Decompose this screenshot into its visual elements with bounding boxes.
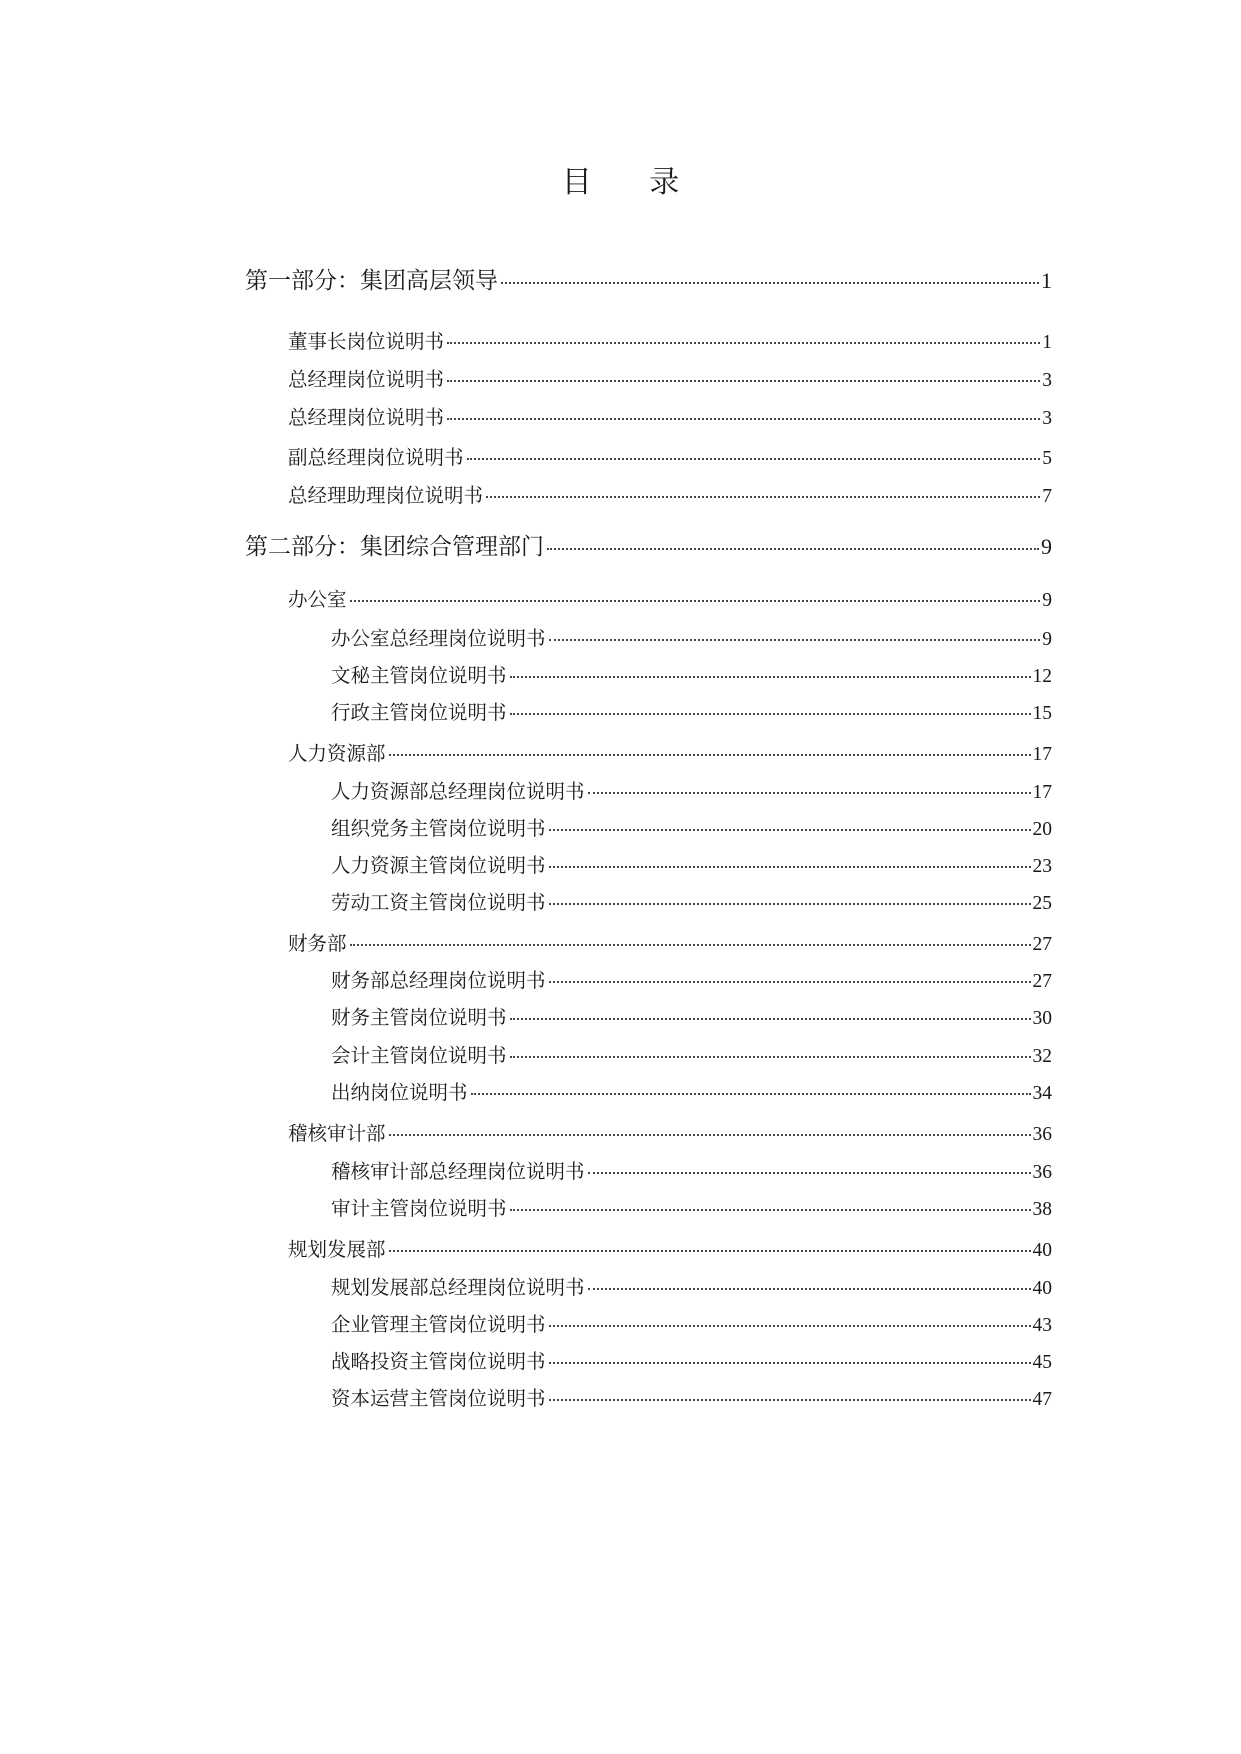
dot-leader xyxy=(447,342,1040,344)
toc-entry-page-number: 1 xyxy=(1041,268,1052,293)
toc-entry-page-number: 45 xyxy=(1032,1352,1052,1373)
toc-entry-page-number: 36 xyxy=(1032,1162,1052,1183)
toc-entry-page-number: 20 xyxy=(1032,819,1052,840)
dot-leader xyxy=(547,548,1039,550)
toc-entry[interactable] xyxy=(331,1159,1052,1186)
toc-entry[interactable] xyxy=(288,445,1052,472)
dot-leader xyxy=(510,1018,1031,1020)
toc-entry-page-number: 27 xyxy=(1032,971,1052,992)
toc-entry[interactable] xyxy=(331,853,1052,880)
toc-entry-title: 审计主管岗位说明书 xyxy=(331,1197,507,1220)
toc-entry-page-number: 32 xyxy=(1032,1046,1052,1067)
toc-entry-title: 人力资源部 xyxy=(288,742,386,765)
toc-entry[interactable] xyxy=(288,931,1052,958)
toc-entry-title: 人力资源主管岗位说明书 xyxy=(331,854,546,877)
toc-entry-title: 战略投资主管岗位说明书 xyxy=(331,1350,546,1373)
dot-leader xyxy=(549,639,1041,641)
dot-leader xyxy=(501,282,1039,284)
toc-entry[interactable] xyxy=(288,1237,1052,1264)
toc-entry-title: 文秘主管岗位说明书 xyxy=(331,664,507,687)
dot-leader xyxy=(510,713,1031,715)
dot-leader xyxy=(549,1362,1031,1364)
toc-entry[interactable] xyxy=(288,329,1052,356)
dot-leader xyxy=(588,792,1031,794)
toc-entry-title: 董事长岗位说明书 xyxy=(288,330,445,353)
toc-entry-page-number: 9 xyxy=(1042,590,1052,611)
toc-entry-title: 总经理岗位说明书 xyxy=(288,368,445,391)
toc-entry-page-number: 25 xyxy=(1032,893,1052,914)
toc-entry-page-number: 43 xyxy=(1032,1315,1052,1336)
toc-entry[interactable] xyxy=(288,367,1052,394)
toc-entry[interactable] xyxy=(331,1349,1052,1376)
dot-leader xyxy=(588,1172,1031,1174)
toc-entry-page-number: 7 xyxy=(1042,486,1052,507)
toc-entry-title: 出纳岗位说明书 xyxy=(331,1081,468,1104)
toc-entry[interactable] xyxy=(331,1386,1052,1413)
toc-entry-title: 第二部分：集团综合管理部门 xyxy=(245,534,544,560)
dot-leader xyxy=(549,903,1031,905)
dot-leader xyxy=(549,866,1031,868)
toc-entry-page-number: 15 xyxy=(1032,703,1052,724)
toc-entry[interactable] xyxy=(331,1043,1052,1070)
toc-entry[interactable] xyxy=(245,268,1052,294)
dot-leader xyxy=(549,1399,1031,1401)
page-title: 目 录 xyxy=(561,165,704,200)
toc-entry-page-number: 34 xyxy=(1032,1083,1052,1104)
toc-entry-page-number: 9 xyxy=(1041,534,1052,559)
toc-entry-page-number: 3 xyxy=(1042,370,1052,391)
toc-entry[interactable] xyxy=(331,779,1052,806)
toc-entry-title: 企业管理主管岗位说明书 xyxy=(331,1313,546,1336)
dot-leader xyxy=(447,380,1040,382)
dot-leader xyxy=(549,1325,1031,1327)
toc-entry-page-number: 9 xyxy=(1042,629,1052,650)
toc-entry[interactable] xyxy=(331,626,1052,653)
toc-entry-page-number: 40 xyxy=(1032,1240,1052,1261)
toc-entry[interactable] xyxy=(288,587,1052,614)
toc-entry[interactable] xyxy=(331,1312,1052,1339)
toc-entry[interactable] xyxy=(331,890,1052,917)
toc-entry[interactable] xyxy=(331,663,1052,690)
toc-entry-page-number: 5 xyxy=(1042,448,1052,469)
dot-leader xyxy=(447,418,1040,420)
toc-entry-page-number: 12 xyxy=(1032,666,1052,687)
dot-leader xyxy=(510,1056,1031,1058)
dot-leader xyxy=(350,944,1031,946)
toc-entry-page-number: 3 xyxy=(1042,408,1052,429)
toc-entry-title: 规划发展部 xyxy=(288,1238,386,1261)
toc-entry-title: 副总经理岗位说明书 xyxy=(288,446,464,469)
toc-entry[interactable] xyxy=(331,1005,1052,1032)
toc-entry-title: 第一部分：集团高层领导 xyxy=(245,268,498,294)
toc-entry-page-number: 17 xyxy=(1032,744,1052,765)
dot-leader xyxy=(510,676,1031,678)
toc-entry[interactable] xyxy=(288,405,1052,432)
toc-entry-title: 总经理岗位说明书 xyxy=(288,406,445,429)
toc-entry-page-number: 30 xyxy=(1032,1008,1052,1029)
toc-entry-title: 总经理助理岗位说明书 xyxy=(288,484,484,507)
dot-leader xyxy=(549,981,1031,983)
toc-entry-page-number: 38 xyxy=(1032,1199,1052,1220)
dot-leader xyxy=(549,829,1031,831)
toc-entry-title: 人力资源部总经理岗位说明书 xyxy=(331,780,585,803)
toc-entry-page-number: 1 xyxy=(1042,332,1052,353)
toc-entry-title: 行政主管岗位说明书 xyxy=(331,701,507,724)
toc-entry-title: 组织党务主管岗位说明书 xyxy=(331,817,546,840)
toc-entry-page-number: 47 xyxy=(1032,1389,1052,1410)
toc-entry[interactable] xyxy=(331,1275,1052,1302)
toc-entry-page-number: 40 xyxy=(1032,1278,1052,1299)
toc-entry-title: 规划发展部总经理岗位说明书 xyxy=(331,1276,585,1299)
toc-entry-title: 劳动工资主管岗位说明书 xyxy=(331,891,546,914)
toc-entry[interactable] xyxy=(245,534,1052,560)
toc-entry-title: 稽核审计部 xyxy=(288,1122,386,1145)
toc-entry[interactable] xyxy=(288,1121,1052,1148)
dot-leader xyxy=(486,496,1040,498)
toc-entry[interactable] xyxy=(331,816,1052,843)
dot-leader xyxy=(389,1134,1031,1136)
toc-entry-page-number: 23 xyxy=(1032,856,1052,877)
dot-leader xyxy=(389,754,1031,756)
toc-entry-page-number: 17 xyxy=(1032,782,1052,803)
dot-leader xyxy=(350,600,1041,602)
toc-entry-title: 会计主管岗位说明书 xyxy=(331,1044,507,1067)
dot-leader xyxy=(467,458,1041,460)
toc-entry-title: 财务主管岗位说明书 xyxy=(331,1006,507,1029)
toc-entry-title: 财务部总经理岗位说明书 xyxy=(331,969,546,992)
toc-entry-page-number: 27 xyxy=(1032,934,1052,955)
toc-entry[interactable] xyxy=(331,1196,1052,1223)
toc-entry-title: 稽核审计部总经理岗位说明书 xyxy=(331,1160,585,1183)
dot-leader xyxy=(510,1209,1031,1211)
toc-entry[interactable] xyxy=(288,741,1052,768)
dot-leader xyxy=(471,1093,1031,1095)
toc-entry[interactable] xyxy=(288,483,1052,510)
toc-entry-title: 资本运营主管岗位说明书 xyxy=(331,1387,546,1410)
toc-entry[interactable] xyxy=(331,1080,1052,1107)
toc-entry[interactable] xyxy=(331,968,1052,995)
dot-leader xyxy=(389,1250,1031,1252)
toc-entry-title: 办公室 xyxy=(288,588,347,611)
toc-entry-page-number: 36 xyxy=(1032,1124,1052,1145)
toc-entry-title: 办公室总经理岗位说明书 xyxy=(331,627,546,650)
dot-leader xyxy=(588,1288,1031,1290)
toc-entry-title: 财务部 xyxy=(288,932,347,955)
toc-entry[interactable] xyxy=(331,700,1052,727)
